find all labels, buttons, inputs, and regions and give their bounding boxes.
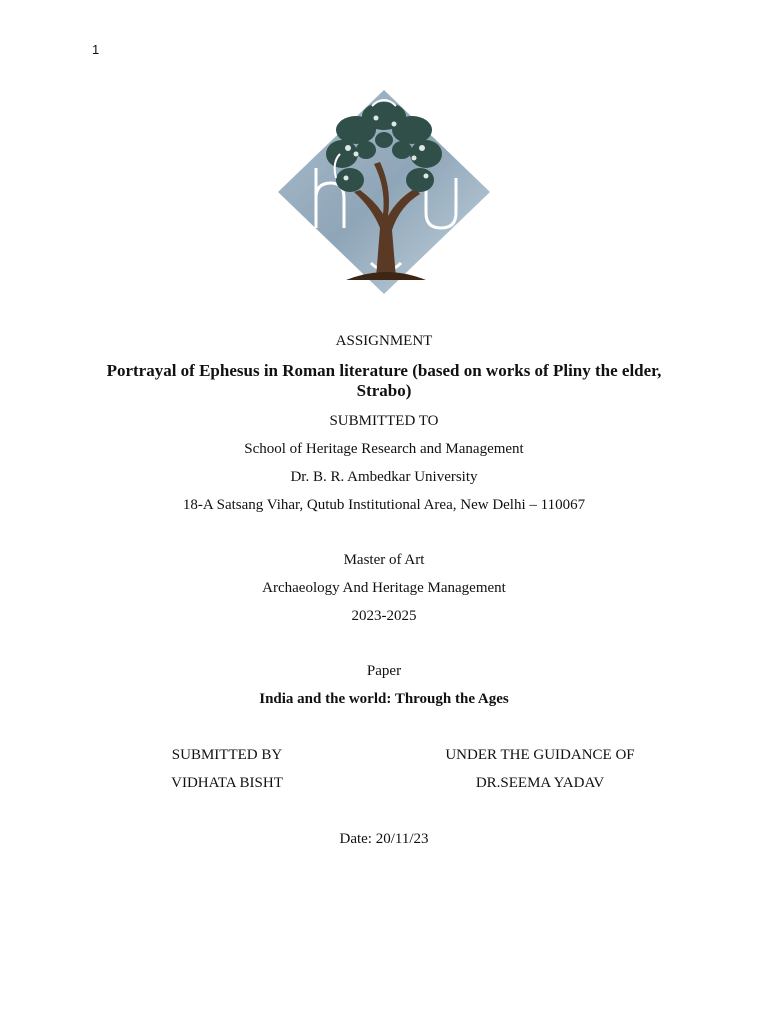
- submitted-to-label: SUBMITTED TO: [329, 413, 439, 429]
- university-tree-logo: [276, 88, 492, 296]
- page-number: 1: [92, 42, 100, 57]
- document-title: Portrayal of Ephesus in Roman literature (based on works of Pliny the elder, Strabo): [106, 361, 662, 400]
- university-address: 18-A Satsang Vihar, Qutub Institutional Area, New Delhi – 110067: [182, 497, 586, 513]
- assignment-heading: ASSIGNMENT: [335, 333, 433, 349]
- paper-label: Paper: [366, 663, 402, 679]
- submitted-by-label: SUBMITTED BY: [171, 747, 283, 763]
- degree: Master of Art: [343, 552, 425, 568]
- paper-title: India and the world: Through the Ages: [259, 691, 509, 707]
- school-name: School of Heritage Research and Management: [244, 441, 524, 457]
- submission-date: Date: 20/11/23: [339, 831, 429, 847]
- guidance-label: UNDER THE GUIDANCE OF: [445, 747, 635, 763]
- university-name: Dr. B. R. Ambedkar University: [290, 469, 478, 485]
- session: 2023-2025: [351, 608, 417, 624]
- program: Archaeology And Heritage Management: [262, 580, 506, 596]
- student-name: VIDHATA BISHT: [171, 775, 283, 791]
- guide-name: DR.SEEMA YADAV: [475, 775, 605, 791]
